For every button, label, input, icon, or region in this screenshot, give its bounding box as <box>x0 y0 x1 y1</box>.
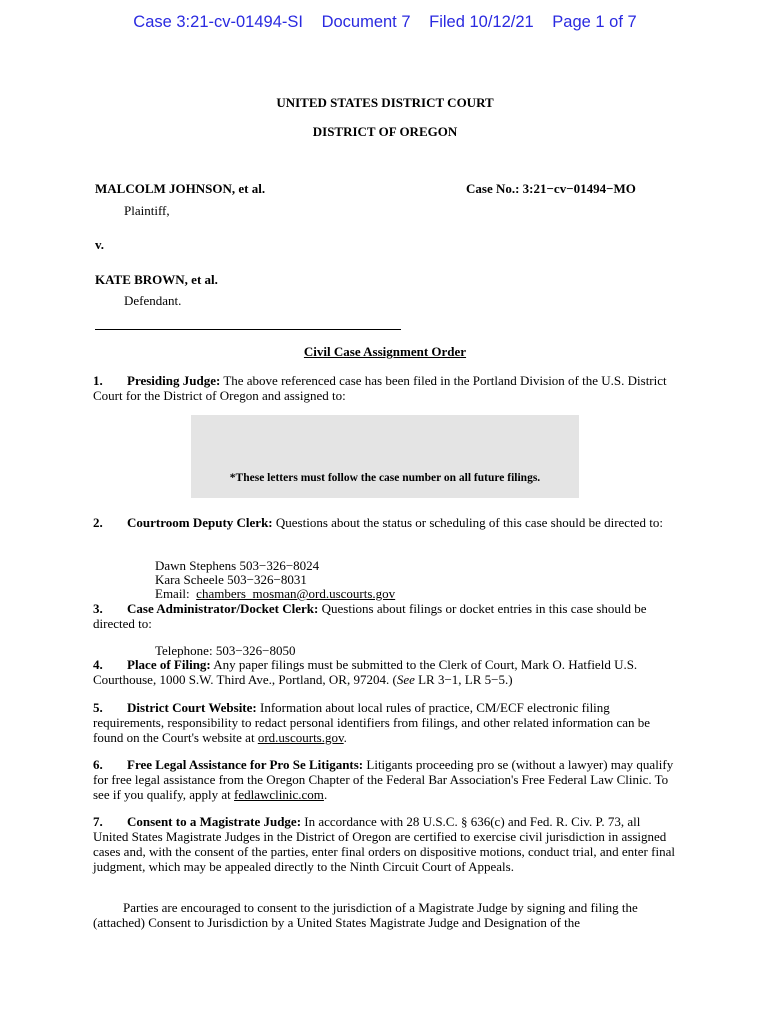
section-heading: Presiding Judge: <box>127 373 221 388</box>
email-label: Email: <box>155 586 190 601</box>
section-number: 2. <box>93 515 103 530</box>
section-text: In accordance with 28 U.S.C. § 636(c) and Fed. R. Civ. P. 73, all United States Magistrate Judges in the District of Oregon are certified to exercise civil jurisdiction in assigned cases and, with the consent of the parties, enter final orders on dispositive motions, conduct trial, and enter final judgment, which may be appealed directly to the Ninth Circuit Court of Appeals. <box>93 814 675 874</box>
section-heading: Courtroom Deputy Clerk: <box>127 515 273 530</box>
section-text: The above referenced case has been filed in the Portland Division of the U.S. District Court for the District of Oregon and assigned to: <box>93 373 667 403</box>
section-number: 7. <box>93 814 103 829</box>
header-page-count: Page 1 of 7 <box>552 13 637 31</box>
ecf-header-stamp <box>0 13 770 32</box>
defendant-name: KATE BROWN, et al. <box>95 272 218 287</box>
magistrate-consent-paragraph: Parties are encouraged to consent to the jurisdiction of a Magistrate Judge by signing and filing the (attached) Consent to Jurisdiction by a United States Magistrate Judge and Designation of the <box>93 900 638 930</box>
section-presiding-judge <box>93 373 675 403</box>
plaintiff-name: MALCOLM JOHNSON, et al. <box>95 181 266 196</box>
judge-assignment-box <box>191 415 579 498</box>
header-case-number: Case 3:21-cv-01494-SI <box>133 13 303 31</box>
website-link[interactable]: ord.uscourts.gov <box>257 730 344 745</box>
section-docket-clerk <box>93 601 675 631</box>
section-number: 4. <box>93 657 103 672</box>
versus: v. <box>95 237 105 252</box>
suffix-code-note: *These letters must follow the case number on all future filings. <box>229 472 541 484</box>
court-district: DISTRICT OF OREGON <box>312 124 458 139</box>
section-text: Questions about filings or docket entries in this case should be directed to: <box>93 601 647 631</box>
section-text: Any paper filings must be submitted to the Clerk of Court, Mark O. Hatfield U.S. Courthouse, 1000 S.W. Third Ave., Portland, OR, 97204. ( <box>93 657 638 687</box>
section-court-website <box>93 700 675 745</box>
section-free-legal-assistance <box>93 757 675 802</box>
section-heading: Case Administrator/Docket Clerk: <box>127 601 319 616</box>
header-filed-date: Filed 10/12/21 <box>429 13 534 31</box>
email-link[interactable]: chambers_mosman@ord.uscourts.gov <box>196 586 396 601</box>
docket-telephone: Telephone: 503−326−8050 <box>155 643 296 658</box>
order-title: Civil Case Assignment Order <box>303 344 467 359</box>
section-text-end: . <box>323 787 328 802</box>
section-number: 1. <box>93 373 103 388</box>
section-text-end: . <box>343 730 347 745</box>
section-text-end: LR 3−1, LR 5−5.) <box>414 672 513 687</box>
section-number: 5. <box>93 700 103 715</box>
section-courtroom-deputy <box>93 515 675 530</box>
case-number: Case No.: 3:21−cv−01494−MO <box>466 181 636 196</box>
section-heading: Place of Filing: <box>127 657 211 672</box>
caption-divider <box>95 329 401 330</box>
section-place-of-filing <box>93 657 675 687</box>
section-heading: Consent to a Magistrate Judge: <box>127 814 302 829</box>
section-magistrate-consent <box>93 814 675 874</box>
contact-kara-scheele: Kara Scheele 503−326−8031 <box>155 572 307 587</box>
contact-email <box>155 586 395 601</box>
see-reference: See <box>396 672 415 687</box>
section-text: Litigants proceeding pro se (without a lawyer) may qualify for free legal assistance from the Oregon Chapter of the Federal Bar Association's Free Federal Law Clinic. To see if you qualify, apply at <box>93 757 674 802</box>
header-document-number: Document 7 <box>321 13 411 31</box>
section-number: 3. <box>93 601 103 616</box>
section-heading: Free Legal Assistance for Pro Se Litigants: <box>127 757 364 772</box>
section-heading: District Court Website: <box>127 700 257 715</box>
section-text: Information about local rules of practice, CM/ECF electronic filing requirements, responsibility to redact personal identifiers from filings, and other related information can be found on the Court's website at <box>93 700 651 745</box>
section-text: Questions about the status or scheduling of this case should be directed to: <box>272 515 663 530</box>
section-number: 6. <box>93 757 103 772</box>
contact-dawn-stephens: Dawn Stephens 503−326−8024 <box>155 558 320 573</box>
plaintiff-role: Plaintiff, <box>124 203 170 218</box>
clinic-link[interactable]: fedlawclinic.com <box>234 787 324 802</box>
defendant-role: Defendant. <box>124 293 182 308</box>
court-name: UNITED STATES DISTRICT COURT <box>276 95 494 110</box>
